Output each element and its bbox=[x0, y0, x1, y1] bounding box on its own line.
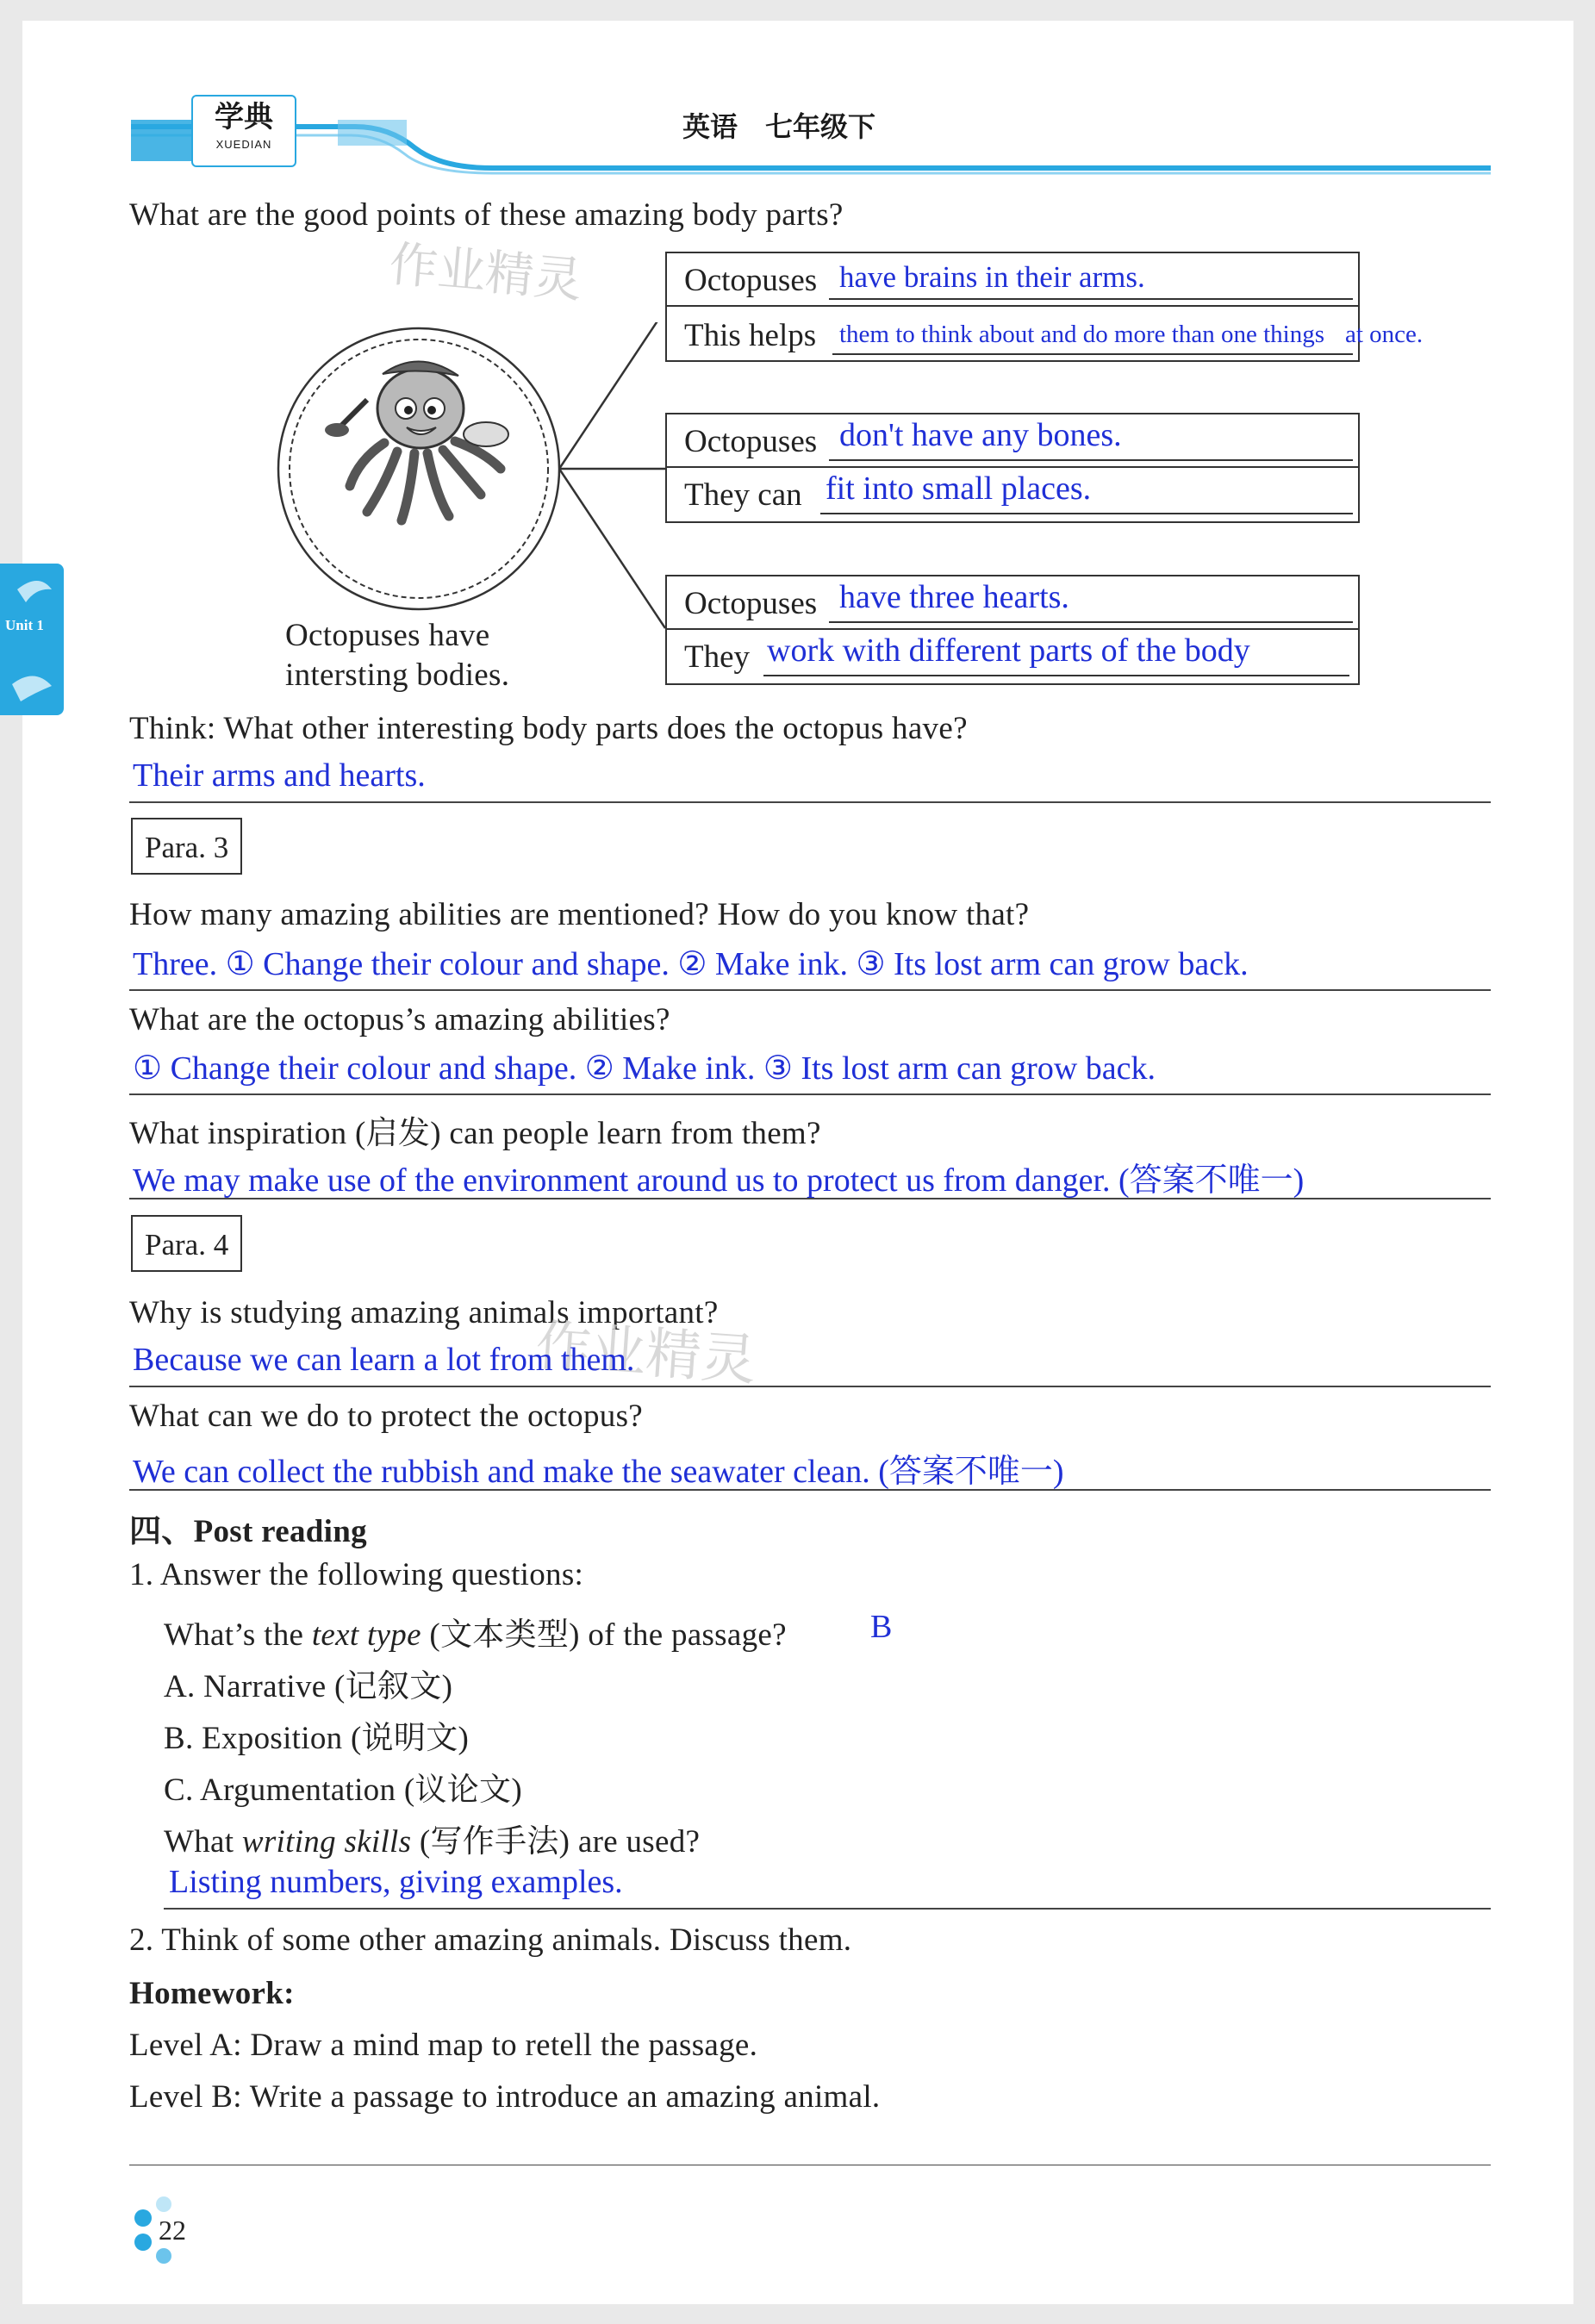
octopus-diagram bbox=[255, 322, 677, 650]
para4-label: Para. 4 bbox=[131, 1215, 242, 1272]
think-answer: Their arms and hearts. bbox=[133, 757, 426, 794]
box1-answer1: have brains in their arms. bbox=[839, 260, 1145, 294]
para3-label: Para. 3 bbox=[131, 818, 242, 875]
option-b: B. Exposition (说明文) bbox=[164, 1721, 470, 1756]
intro-question: What are the good points of these amazing body parts? bbox=[129, 197, 844, 233]
box2-label1: Octopuses bbox=[684, 424, 818, 459]
octopus-caption-line1: Octopuses have bbox=[285, 618, 490, 653]
logo-english: XUEDIAN bbox=[215, 138, 272, 151]
box3-label2: They bbox=[684, 639, 751, 675]
workbook-page bbox=[5, 21, 1573, 2304]
box1-label2: This helps bbox=[684, 318, 817, 353]
para4-q2: What can we do to protect the octopus? bbox=[129, 1399, 643, 1434]
post-q2: 2. Think of some other amazing animals. Discuss them. bbox=[129, 1922, 852, 1958]
octopus-caption-line2: intersting bodies. bbox=[285, 657, 510, 693]
post-reading-heading: 四、Post reading bbox=[129, 1514, 367, 1549]
box2-label2: They can bbox=[684, 477, 802, 513]
box1-label1: Octopuses bbox=[684, 263, 818, 298]
writing-skills-question: What writing skills (写作手法) are used? bbox=[164, 1824, 701, 1860]
octopus-icon bbox=[325, 361, 508, 520]
fact-box-1 bbox=[665, 252, 1424, 362]
fact-box-3 bbox=[665, 575, 1360, 685]
para4-q1: Why is studying amazing animals important? bbox=[129, 1295, 719, 1330]
fact-box-2 bbox=[665, 413, 1360, 523]
think-question: Think: What other interesting body parts does the octopus have? bbox=[129, 711, 968, 746]
page-number: 22 bbox=[159, 2215, 186, 2246]
wing-icon bbox=[0, 564, 64, 715]
para3-q1: How many amazing abilities are mentioned? How do you know that? bbox=[129, 897, 1030, 932]
para4-a1: Because we can learn a lot from them. bbox=[133, 1342, 635, 1378]
post-q1-title: 1. Answer the following questions: bbox=[129, 1557, 584, 1592]
box3-answer2: work with different parts of the body bbox=[767, 632, 1250, 669]
para3-a2: ① Change their colour and shape. ② Make ink. ③ Its lost arm can grow back. bbox=[133, 1050, 1156, 1087]
para4-a2: We can collect the rubbish and make the seawater clean. (答案不唯一) bbox=[133, 1454, 1064, 1490]
box3-label1: Octopuses bbox=[684, 586, 818, 621]
box3-answer1: have three hearts. bbox=[839, 579, 1069, 615]
homework-level-a: Level A: Draw a mind map to retell the passage. bbox=[129, 2028, 758, 2063]
writing-skills-answer: Listing numbers, giving examples. bbox=[169, 1864, 623, 1900]
box1-answer2: them to think about and do more than one things bbox=[839, 321, 1324, 348]
option-a: A. Narrative (记叙文) bbox=[164, 1669, 453, 1704]
box2-answer1: don't have any bones. bbox=[839, 417, 1122, 453]
option-c: C. Argumentation (议论文) bbox=[164, 1773, 522, 1808]
logo-chinese: 学典 bbox=[215, 100, 273, 134]
para3-a1: Three. ① Change their colour and shape. ② Make ink. ③ Its lost arm can grow back. bbox=[133, 946, 1249, 982]
text-type-answer: B bbox=[870, 1609, 893, 1645]
para3-a3: We may make use of the environment around us to protect us from danger. (答案不唯一) bbox=[133, 1162, 1305, 1199]
homework-title: Homework: bbox=[129, 1976, 295, 2011]
para3-q2: What are the octopus’s amazing abilities? bbox=[129, 1002, 670, 1037]
watermark-middle: 作业精灵 bbox=[533, 1314, 758, 1393]
text-type-question: What’s the text type (文本类型) of the passage? bbox=[164, 1617, 787, 1653]
watermark-top: 作业精灵 bbox=[387, 236, 585, 309]
box2-answer2: fit into small places. bbox=[826, 470, 1092, 507]
homework-level-b: Level B: Write a passage to introduce an amazing animal. bbox=[129, 2079, 881, 2115]
logo-box bbox=[191, 95, 296, 167]
subject-title: 英语 七年级下 bbox=[682, 110, 876, 143]
unit-side-tab bbox=[0, 564, 64, 715]
box1-tail2: at once. bbox=[1345, 321, 1424, 348]
para3-q3: What inspiration (启发) can people learn from them? bbox=[129, 1116, 821, 1151]
unit-tab-label: Unit 1 bbox=[5, 617, 44, 633]
